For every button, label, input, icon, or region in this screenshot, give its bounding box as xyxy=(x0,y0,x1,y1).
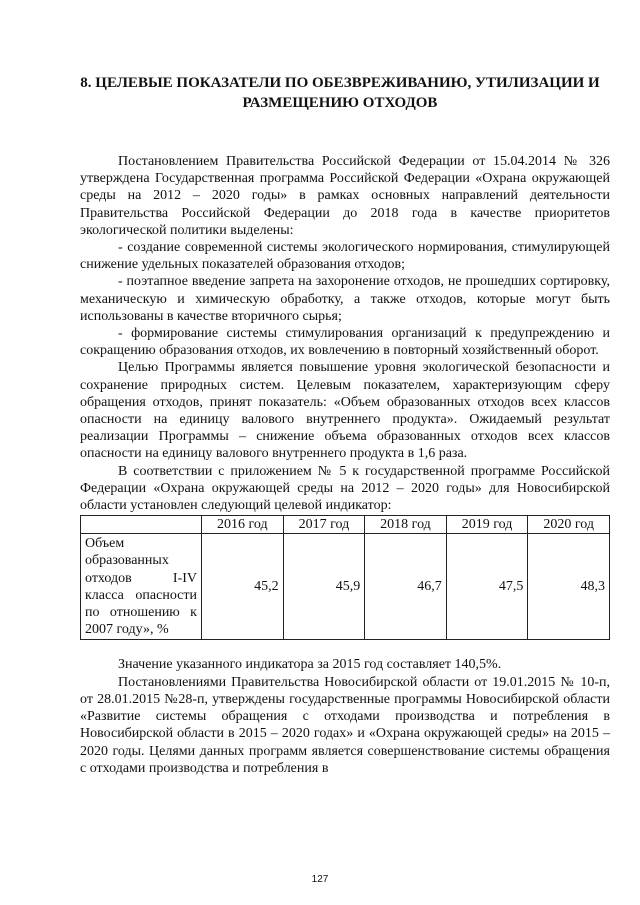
section-heading xyxy=(70,73,610,113)
paragraph-regional-programs: Постановлениями Правительства Новосибирской области от 19.01.2015 № 10-п, от 28.01.2015 №28-п, утверждены государственные программы Новосибирской области «Развитие системы обращения с отходами производства и потребления в Новосибирской области в 2015 – 2020 годах» и «Охрана окружающей среды» на 2015 – 2020 годы. Целями данных программ является совершенствование системы обращения с отходами производства и потребления в xyxy=(80,674,610,776)
document-body xyxy=(80,153,610,777)
paragraph-indicator-intro: В соответствии с приложением № 5 к государственной программе Российской Федерации «Охрана окружающей среды на 2012 – 2020 годы» для Новосибирской области установлен следующий целевой индикатор: xyxy=(80,463,610,514)
paragraph-decree: Постановлением Правительства Российской Федерации от 15.04.2014 № 326 утверждена Государственная программа Российской Федерации «Охрана окружающей среды на 2012 – 2020 годы» в рамках основных направлений деятельности Правительства Российской Федерации до 2018 года в качестве приоритетов экологической политики выделены: xyxy=(80,154,610,238)
spacer xyxy=(80,640,610,656)
page-number: 127 xyxy=(311,874,329,885)
table-header-year: 2019 год xyxy=(446,516,528,534)
table-value-cell: 48,3 xyxy=(528,534,610,640)
table-header-year: 2016 год xyxy=(202,516,284,534)
bullet-item: - формирование системы стимулирования организаций к предупреждению и сокращению образования отходов, их вовлечению в повторный хозяйственный оборот. xyxy=(80,326,610,359)
bullet-item: - создание современной системы экологического нормирования, стимулирующей снижение удельных показателей образования отходов; xyxy=(80,240,610,273)
table-header-year: 2017 год xyxy=(283,516,365,534)
table-corner-cell xyxy=(81,516,202,534)
table-header-row xyxy=(81,516,610,534)
bullet-item: - поэтапное введение запрета на захоронение отходов, не прошедших сортировку, механическую и химическую обработку, а также отходов, которые могут быть использованы в качестве вторичного сырья; xyxy=(80,274,610,324)
paragraph-indicator-value: Значение указанного индикатора за 2015 год составляет 140,5%. xyxy=(118,657,502,673)
section-heading-line1: 8. ЦЕЛЕВЫЕ ПОКАЗАТЕЛИ ПО ОБЕЗВРЕЖИВАНИЮ, УТИЛИЗАЦИИ И xyxy=(80,75,600,91)
table-row xyxy=(81,534,610,640)
paragraph-program-goal: Целью Программы является повышение уровня экологической безопасности и сохранение природных систем. Целевым показателем, характеризующим сферу обращения отходов, принят показатель: «Объем образованных отходов всех классов опасности на единицу валового внутреннего продукта». Ожидаемый результат реализации Программы – снижение объема образованных отходов всех классов опасности на единицу валового внутреннего продукта в 1,6 раза. xyxy=(80,360,610,462)
table-value-cell: 45,9 xyxy=(283,534,365,640)
table-header-year: 2018 год xyxy=(365,516,447,534)
section-heading-line2: РАЗМЕЩЕНИЮ ОТХОДОВ xyxy=(242,95,438,111)
table-header-year: 2020 год xyxy=(528,516,610,534)
table-value-cell: 46,7 xyxy=(365,534,447,640)
table-value-cell: 47,5 xyxy=(446,534,528,640)
indicator-table xyxy=(80,515,610,640)
table-row-label: Объем образованных отходов I-IV класса опасности по отношению к 2007 году», % xyxy=(81,534,202,640)
table-value-cell: 45,2 xyxy=(202,534,284,640)
